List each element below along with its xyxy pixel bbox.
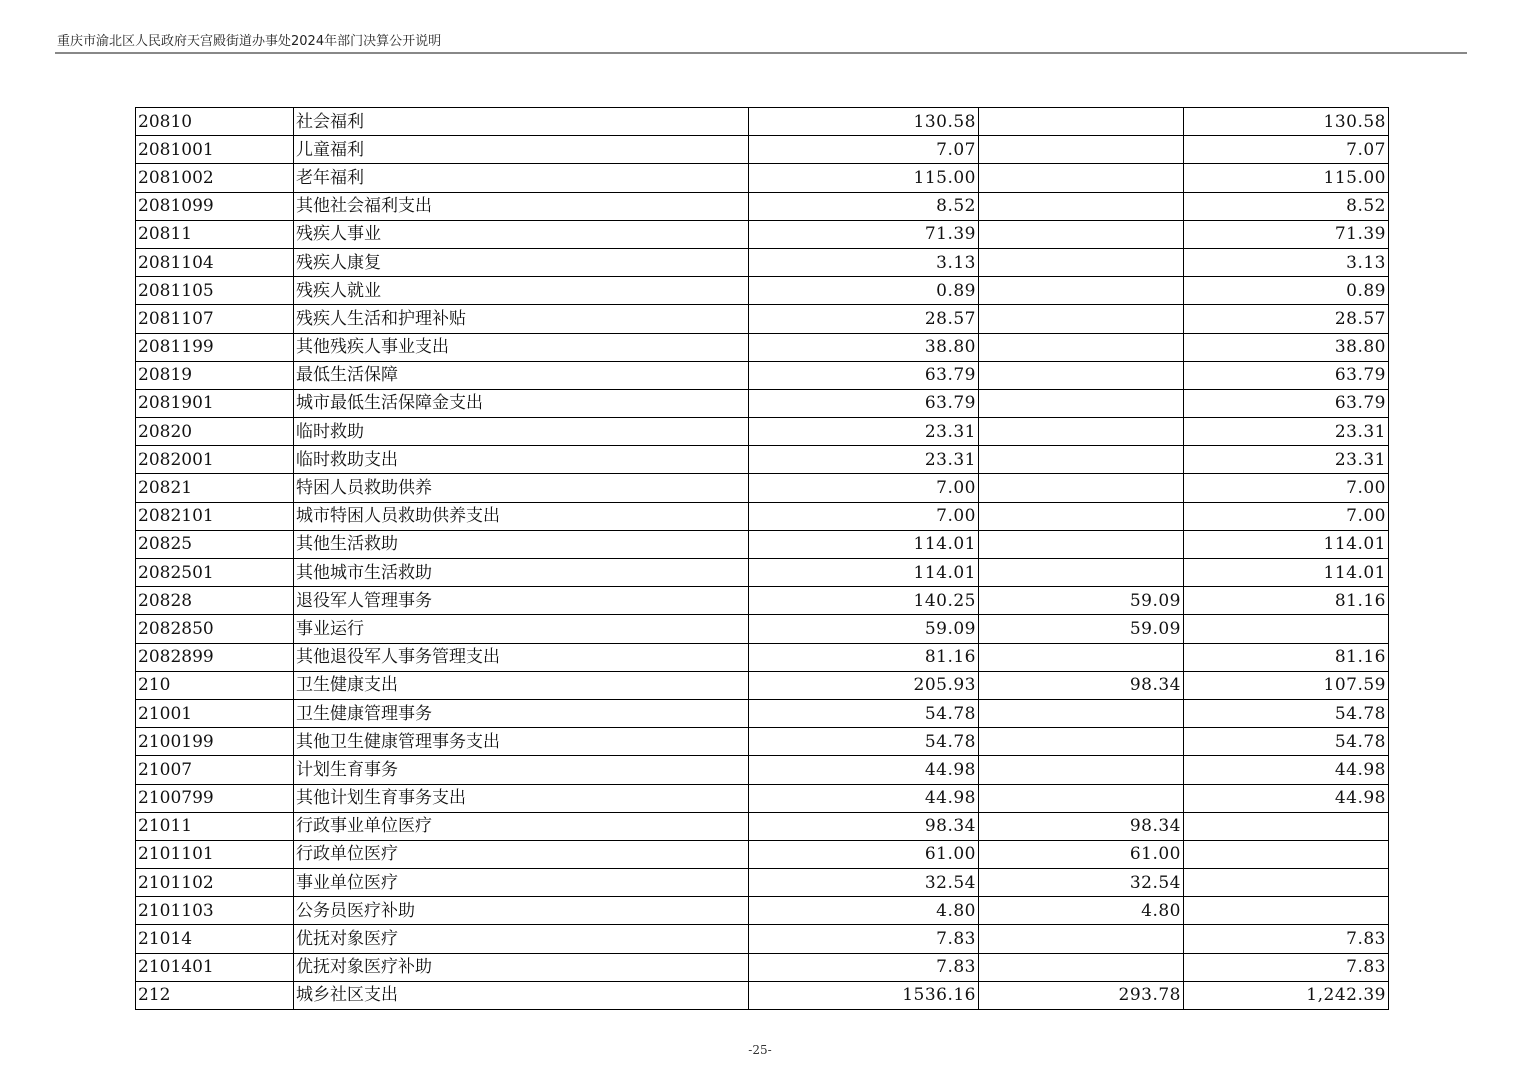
basic-expenditure-cell	[979, 699, 1184, 727]
account-name-cell: 退役军人管理事务	[294, 587, 749, 615]
account-code-cell: 2082899	[136, 643, 294, 671]
basic-expenditure-cell	[979, 361, 1184, 389]
account-code-cell: 2101401	[136, 953, 294, 981]
account-code-cell: 20810	[136, 108, 294, 136]
account-code-cell: 2081099	[136, 192, 294, 220]
project-expenditure-cell: 114.01	[1184, 559, 1389, 587]
table-row	[136, 812, 1389, 840]
account-code-cell: 2081199	[136, 333, 294, 361]
project-expenditure-cell: 8.52	[1184, 192, 1389, 220]
project-expenditure-cell: 130.58	[1184, 108, 1389, 136]
table-row	[136, 305, 1389, 333]
table-row	[136, 277, 1389, 305]
table-row	[136, 164, 1389, 192]
project-expenditure-cell: 23.31	[1184, 446, 1389, 474]
account-code-cell: 20819	[136, 361, 294, 389]
account-code-cell: 2100199	[136, 728, 294, 756]
basic-expenditure-cell: 98.34	[979, 812, 1184, 840]
total-expenditure-cell: 59.09	[749, 615, 979, 643]
table-row	[136, 502, 1389, 530]
basic-expenditure-cell	[979, 248, 1184, 276]
account-code-cell: 21007	[136, 756, 294, 784]
account-code-cell: 2081901	[136, 389, 294, 417]
account-code-cell: 20825	[136, 530, 294, 558]
project-expenditure-cell: 54.78	[1184, 699, 1389, 727]
account-code-cell: 210	[136, 671, 294, 699]
account-code-cell: 2101103	[136, 897, 294, 925]
basic-expenditure-cell	[979, 136, 1184, 164]
account-code-cell: 2082501	[136, 559, 294, 587]
total-expenditure-cell: 54.78	[749, 728, 979, 756]
basic-expenditure-cell	[979, 474, 1184, 502]
basic-expenditure-cell	[979, 389, 1184, 417]
total-expenditure-cell: 23.31	[749, 418, 979, 446]
total-expenditure-cell: 61.00	[749, 840, 979, 868]
basic-expenditure-cell	[979, 418, 1184, 446]
header-divider	[55, 52, 1467, 54]
basic-expenditure-cell: 59.09	[979, 587, 1184, 615]
account-code-cell: 21014	[136, 925, 294, 953]
basic-expenditure-cell: 293.78	[979, 981, 1184, 1009]
project-expenditure-cell	[1184, 812, 1389, 840]
table-row	[136, 192, 1389, 220]
account-name-cell: 其他退役军人事务管理支出	[294, 643, 749, 671]
account-name-cell: 残疾人就业	[294, 277, 749, 305]
basic-expenditure-cell	[979, 559, 1184, 587]
total-expenditure-cell: 81.16	[749, 643, 979, 671]
account-code-cell: 2082101	[136, 502, 294, 530]
account-code-cell: 20821	[136, 474, 294, 502]
account-name-cell: 计划生育事务	[294, 756, 749, 784]
table-row	[136, 389, 1389, 417]
table-row	[136, 756, 1389, 784]
account-name-cell: 残疾人生活和护理补贴	[294, 305, 749, 333]
basic-expenditure-cell	[979, 953, 1184, 981]
basic-expenditure-cell	[979, 108, 1184, 136]
total-expenditure-cell: 205.93	[749, 671, 979, 699]
table-row	[136, 108, 1389, 136]
basic-expenditure-cell	[979, 728, 1184, 756]
table-row	[136, 840, 1389, 868]
table-row	[136, 333, 1389, 361]
account-code-cell: 2101101	[136, 840, 294, 868]
project-expenditure-cell: 7.83	[1184, 925, 1389, 953]
account-name-cell: 老年福利	[294, 164, 749, 192]
total-expenditure-cell: 7.00	[749, 474, 979, 502]
total-expenditure-cell: 32.54	[749, 869, 979, 897]
total-expenditure-cell: 63.79	[749, 389, 979, 417]
basic-expenditure-cell	[979, 643, 1184, 671]
project-expenditure-cell: 63.79	[1184, 389, 1389, 417]
table-row	[136, 699, 1389, 727]
total-expenditure-cell: 1536.16	[749, 981, 979, 1009]
project-expenditure-cell: 63.79	[1184, 361, 1389, 389]
account-name-cell: 残疾人事业	[294, 220, 749, 248]
account-code-cell: 21011	[136, 812, 294, 840]
basic-expenditure-cell: 4.80	[979, 897, 1184, 925]
total-expenditure-cell: 28.57	[749, 305, 979, 333]
project-expenditure-cell: 7.07	[1184, 136, 1389, 164]
project-expenditure-cell: 115.00	[1184, 164, 1389, 192]
project-expenditure-cell: 114.01	[1184, 530, 1389, 558]
basic-expenditure-cell	[979, 925, 1184, 953]
basic-expenditure-cell	[979, 277, 1184, 305]
table-row	[136, 925, 1389, 953]
account-name-cell: 最低生活保障	[294, 361, 749, 389]
total-expenditure-cell: 140.25	[749, 587, 979, 615]
account-code-cell: 212	[136, 981, 294, 1009]
account-name-cell: 事业运行	[294, 615, 749, 643]
basic-expenditure-cell	[979, 784, 1184, 812]
basic-expenditure-cell: 98.34	[979, 671, 1184, 699]
table-row	[136, 559, 1389, 587]
account-name-cell: 城市最低生活保障金支出	[294, 389, 749, 417]
table-row	[136, 248, 1389, 276]
total-expenditure-cell: 23.31	[749, 446, 979, 474]
total-expenditure-cell: 7.07	[749, 136, 979, 164]
account-code-cell: 20811	[136, 220, 294, 248]
account-code-cell: 2101102	[136, 869, 294, 897]
account-code-cell: 20820	[136, 418, 294, 446]
total-expenditure-cell: 8.52	[749, 192, 979, 220]
project-expenditure-cell: 54.78	[1184, 728, 1389, 756]
account-name-cell: 儿童福利	[294, 136, 749, 164]
account-name-cell: 行政单位医疗	[294, 840, 749, 868]
account-code-cell: 2081107	[136, 305, 294, 333]
project-expenditure-cell: 28.57	[1184, 305, 1389, 333]
table-row	[136, 418, 1389, 446]
total-expenditure-cell: 3.13	[749, 248, 979, 276]
expenditure-table-body	[136, 108, 1389, 1010]
total-expenditure-cell: 38.80	[749, 333, 979, 361]
table-row	[136, 615, 1389, 643]
project-expenditure-cell: 0.89	[1184, 277, 1389, 305]
total-expenditure-cell: 71.39	[749, 220, 979, 248]
account-code-cell: 2100799	[136, 784, 294, 812]
table-row	[136, 446, 1389, 474]
basic-expenditure-cell	[979, 502, 1184, 530]
account-name-cell: 公务员医疗补助	[294, 897, 749, 925]
project-expenditure-cell: 71.39	[1184, 220, 1389, 248]
project-expenditure-cell	[1184, 897, 1389, 925]
project-expenditure-cell	[1184, 840, 1389, 868]
project-expenditure-cell: 3.13	[1184, 248, 1389, 276]
total-expenditure-cell: 44.98	[749, 756, 979, 784]
account-name-cell: 其他计划生育事务支出	[294, 784, 749, 812]
basic-expenditure-cell: 59.09	[979, 615, 1184, 643]
account-code-cell: 21001	[136, 699, 294, 727]
project-expenditure-cell: 38.80	[1184, 333, 1389, 361]
table-row	[136, 220, 1389, 248]
table-row	[136, 671, 1389, 699]
project-expenditure-cell: 1,242.39	[1184, 981, 1389, 1009]
total-expenditure-cell: 114.01	[749, 559, 979, 587]
total-expenditure-cell: 63.79	[749, 361, 979, 389]
account-name-cell: 残疾人康复	[294, 248, 749, 276]
total-expenditure-cell: 0.89	[749, 277, 979, 305]
total-expenditure-cell: 4.80	[749, 897, 979, 925]
account-name-cell: 特困人员救助供养	[294, 474, 749, 502]
table-row	[136, 897, 1389, 925]
table-row	[136, 361, 1389, 389]
table-row	[136, 643, 1389, 671]
table-row	[136, 474, 1389, 502]
account-name-cell: 其他社会福利支出	[294, 192, 749, 220]
table-row	[136, 784, 1389, 812]
total-expenditure-cell: 115.00	[749, 164, 979, 192]
basic-expenditure-cell	[979, 164, 1184, 192]
project-expenditure-cell: 7.00	[1184, 474, 1389, 502]
total-expenditure-cell: 114.01	[749, 530, 979, 558]
project-expenditure-cell: 7.83	[1184, 953, 1389, 981]
table-row	[136, 953, 1389, 981]
table-row	[136, 728, 1389, 756]
table-row	[136, 136, 1389, 164]
account-name-cell: 事业单位医疗	[294, 869, 749, 897]
account-name-cell: 其他残疾人事业支出	[294, 333, 749, 361]
total-expenditure-cell: 130.58	[749, 108, 979, 136]
account-code-cell: 2081104	[136, 248, 294, 276]
account-name-cell: 优抚对象医疗	[294, 925, 749, 953]
table-row	[136, 530, 1389, 558]
basic-expenditure-cell	[979, 446, 1184, 474]
account-name-cell: 城乡社区支出	[294, 981, 749, 1009]
account-code-cell: 2082850	[136, 615, 294, 643]
project-expenditure-cell: 81.16	[1184, 587, 1389, 615]
project-expenditure-cell: 44.98	[1184, 756, 1389, 784]
account-name-cell: 临时救助	[294, 418, 749, 446]
account-name-cell: 临时救助支出	[294, 446, 749, 474]
account-name-cell: 其他城市生活救助	[294, 559, 749, 587]
account-name-cell: 社会福利	[294, 108, 749, 136]
project-expenditure-cell: 81.16	[1184, 643, 1389, 671]
account-name-cell: 优抚对象医疗补助	[294, 953, 749, 981]
account-name-cell: 卫生健康支出	[294, 671, 749, 699]
project-expenditure-cell: 23.31	[1184, 418, 1389, 446]
total-expenditure-cell: 7.83	[749, 953, 979, 981]
table-row	[136, 981, 1389, 1009]
account-code-cell: 2081105	[136, 277, 294, 305]
basic-expenditure-cell: 32.54	[979, 869, 1184, 897]
account-code-cell: 20828	[136, 587, 294, 615]
account-name-cell: 其他生活救助	[294, 530, 749, 558]
basic-expenditure-cell	[979, 192, 1184, 220]
account-code-cell: 2081002	[136, 164, 294, 192]
project-expenditure-cell: 107.59	[1184, 671, 1389, 699]
expenditure-table	[135, 107, 1389, 1010]
total-expenditure-cell: 7.83	[749, 925, 979, 953]
project-expenditure-cell: 44.98	[1184, 784, 1389, 812]
basic-expenditure-cell	[979, 530, 1184, 558]
table-row	[136, 587, 1389, 615]
project-expenditure-cell: 7.00	[1184, 502, 1389, 530]
basic-expenditure-cell	[979, 220, 1184, 248]
page-number: -25-	[748, 1043, 772, 1057]
basic-expenditure-cell	[979, 305, 1184, 333]
total-expenditure-cell: 54.78	[749, 699, 979, 727]
total-expenditure-cell: 7.00	[749, 502, 979, 530]
account-name-cell: 其他卫生健康管理事务支出	[294, 728, 749, 756]
total-expenditure-cell: 44.98	[749, 784, 979, 812]
account-name-cell: 行政事业单位医疗	[294, 812, 749, 840]
document-header-title: 重庆市渝北区人民政府天宫殿街道办事处2024年部门决算公开说明	[57, 34, 442, 49]
account-name-cell: 卫生健康管理事务	[294, 699, 749, 727]
basic-expenditure-cell	[979, 333, 1184, 361]
account-code-cell: 2081001	[136, 136, 294, 164]
table-row	[136, 869, 1389, 897]
total-expenditure-cell: 98.34	[749, 812, 979, 840]
basic-expenditure-cell: 61.00	[979, 840, 1184, 868]
account-name-cell: 城市特困人员救助供养支出	[294, 502, 749, 530]
project-expenditure-cell	[1184, 869, 1389, 897]
account-code-cell: 2082001	[136, 446, 294, 474]
basic-expenditure-cell	[979, 756, 1184, 784]
project-expenditure-cell	[1184, 615, 1389, 643]
